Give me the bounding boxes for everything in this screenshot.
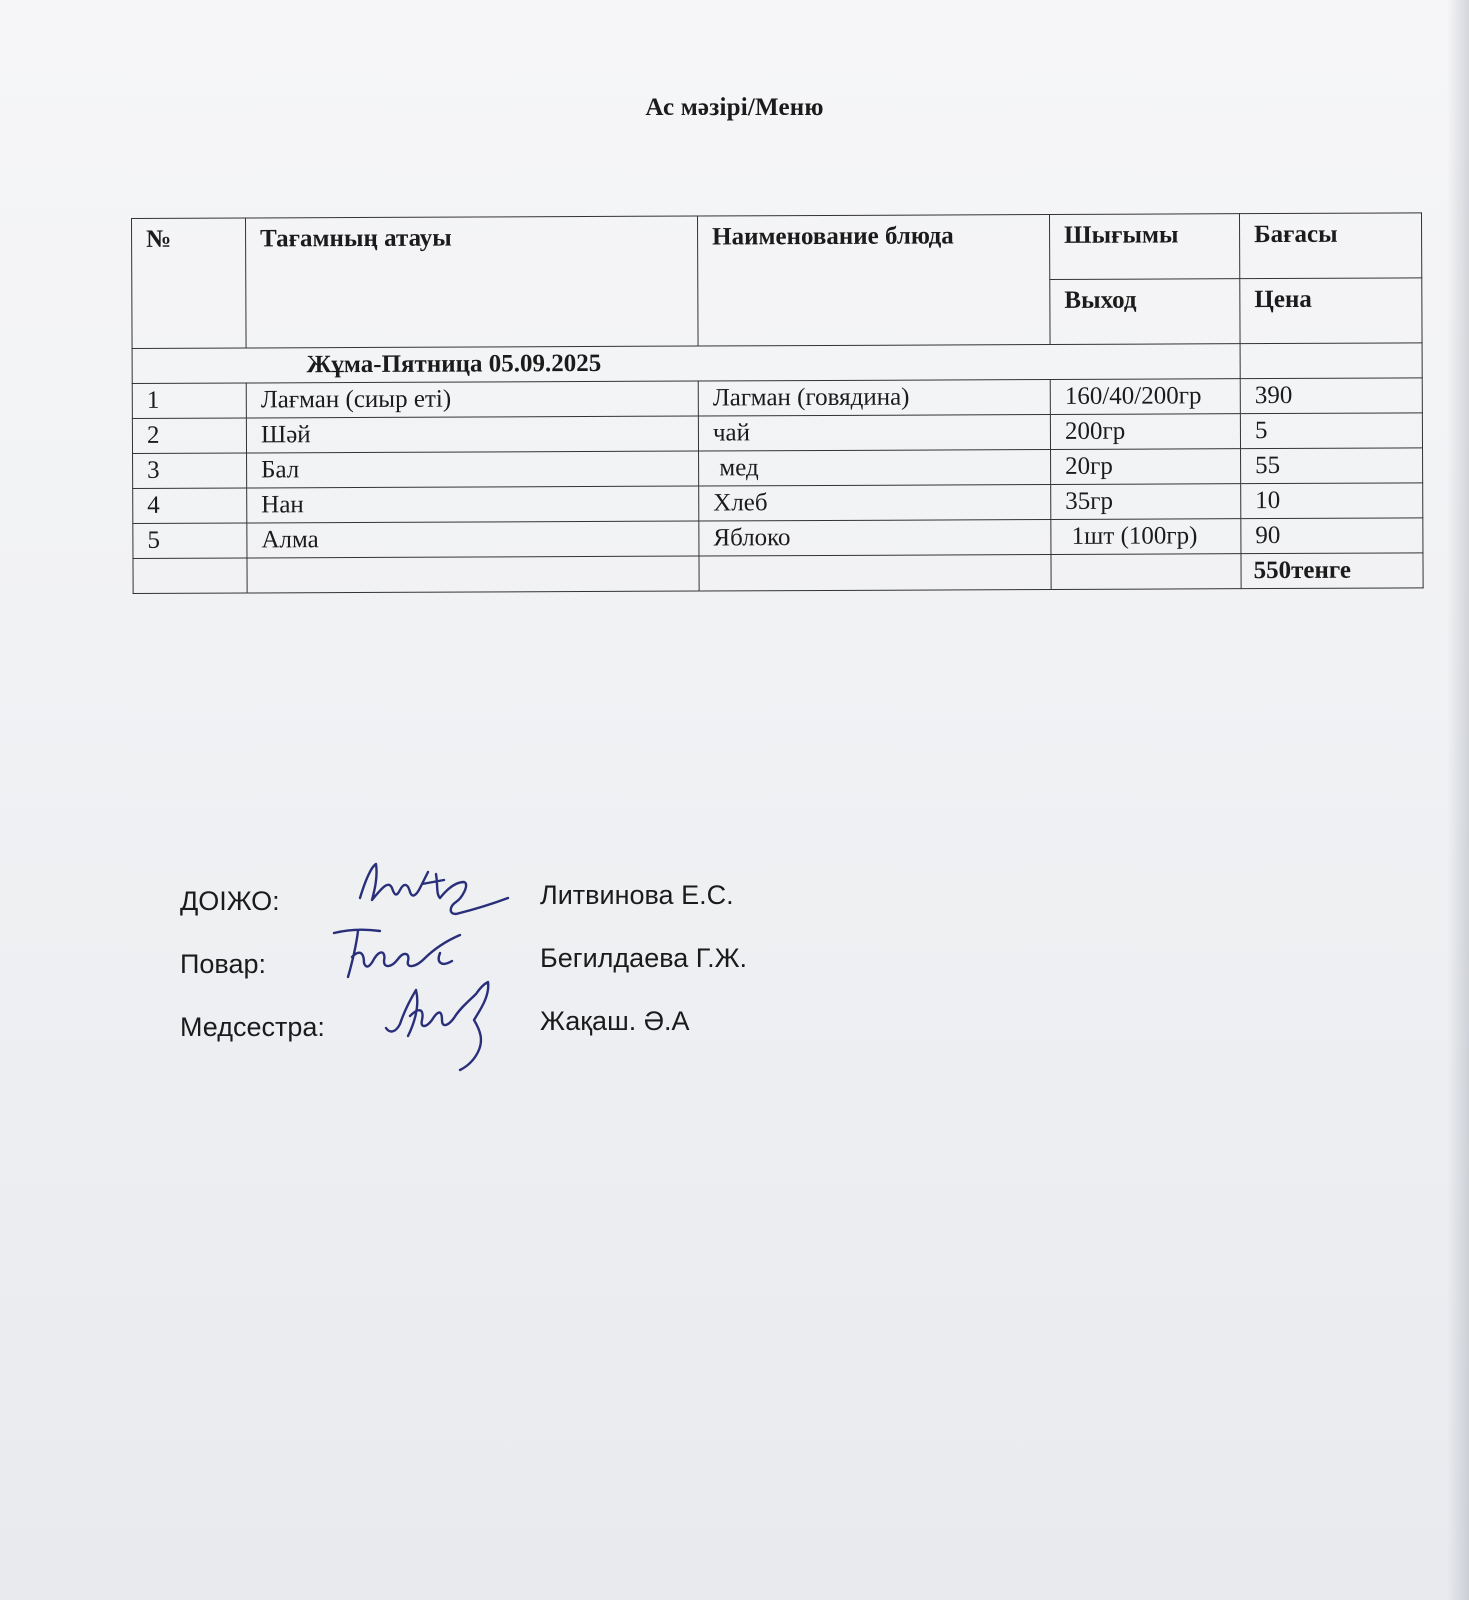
row-price: 390: [1240, 378, 1422, 414]
menu-table: [131, 212, 1424, 594]
total-empty-cell: [699, 554, 1051, 591]
header-output-ru: Выход: [1050, 279, 1240, 345]
total-empty-cell: [133, 558, 247, 593]
header-price-kz: Бағасы: [1239, 213, 1421, 279]
row-price: 10: [1241, 483, 1423, 519]
row-output: 20гр: [1051, 449, 1241, 485]
signature-role: Повар:: [180, 949, 266, 979]
paper-edge-shadow: [1447, 0, 1469, 1600]
row-name-kz: Бал: [247, 451, 699, 488]
row-price: 55: [1241, 448, 1423, 484]
row-number: 4: [133, 488, 247, 523]
row-output: 200гр: [1050, 414, 1240, 450]
row-number: 1: [132, 383, 246, 418]
table-row: [133, 518, 1423, 559]
header-name-ru: Наименование блюда: [697, 214, 1050, 346]
row-price: 5: [1240, 413, 1422, 449]
row-output: 1шт (100гр): [1051, 519, 1241, 555]
handwritten-signature: [352, 858, 522, 928]
header-row-1: [132, 213, 1422, 284]
signature-block: [180, 880, 880, 1080]
row-name-kz: Лағман (сиыр еті): [246, 381, 698, 418]
row-name-kz: Шәй: [246, 416, 698, 453]
row-name-ru: чай: [698, 414, 1050, 451]
table-row: [133, 483, 1423, 524]
total-empty-cell: [247, 556, 699, 593]
row-price: 90: [1241, 518, 1423, 554]
signature-name: Литвинова Е.С.: [540, 880, 734, 910]
signature-name: Бегилдаева Г.Ж.: [540, 943, 748, 973]
day-row: [132, 343, 1422, 384]
table-row: [132, 378, 1422, 419]
signature-role: Медсестра:: [180, 1012, 325, 1042]
row-number: 2: [132, 418, 246, 453]
row-output: 160/40/200гр: [1050, 379, 1240, 415]
signature-row: [180, 943, 880, 983]
header-name-kz: Тағамның атауы: [246, 216, 699, 348]
signature-row: [180, 880, 880, 920]
header-output-kz: Шығымы: [1049, 214, 1239, 280]
row-name-ru: Лагман (говядина): [698, 379, 1050, 416]
row-output: 35гр: [1051, 484, 1241, 520]
handwritten-signature: [380, 976, 510, 1076]
day-label: Жұма-Пятница 05.09.2025: [132, 344, 1240, 384]
header-number: №: [132, 218, 247, 348]
signature-row: [180, 1006, 880, 1046]
row-name-ru: Яблоко: [699, 519, 1051, 556]
signature-role: ДОІЖО:: [180, 886, 280, 916]
header-price-ru: Цена: [1240, 278, 1422, 344]
row-number: 3: [133, 453, 247, 488]
table-row: [133, 448, 1423, 489]
total-row: [133, 553, 1423, 594]
day-row-empty-cell: [1240, 343, 1422, 379]
total-price: 550тенге: [1241, 553, 1423, 589]
row-name-ru: мед: [699, 449, 1051, 486]
row-number: 5: [133, 523, 247, 558]
row-name-kz: Алма: [247, 521, 699, 558]
row-name-kz: Нан: [247, 486, 699, 523]
table-row: [132, 413, 1422, 454]
signature-name: Жақаш. Ә.А: [540, 1006, 690, 1036]
document-title: Ас мәзірі/Меню: [645, 94, 824, 121]
total-empty-cell: [1051, 554, 1241, 590]
row-name-ru: Хлеб: [699, 484, 1051, 521]
